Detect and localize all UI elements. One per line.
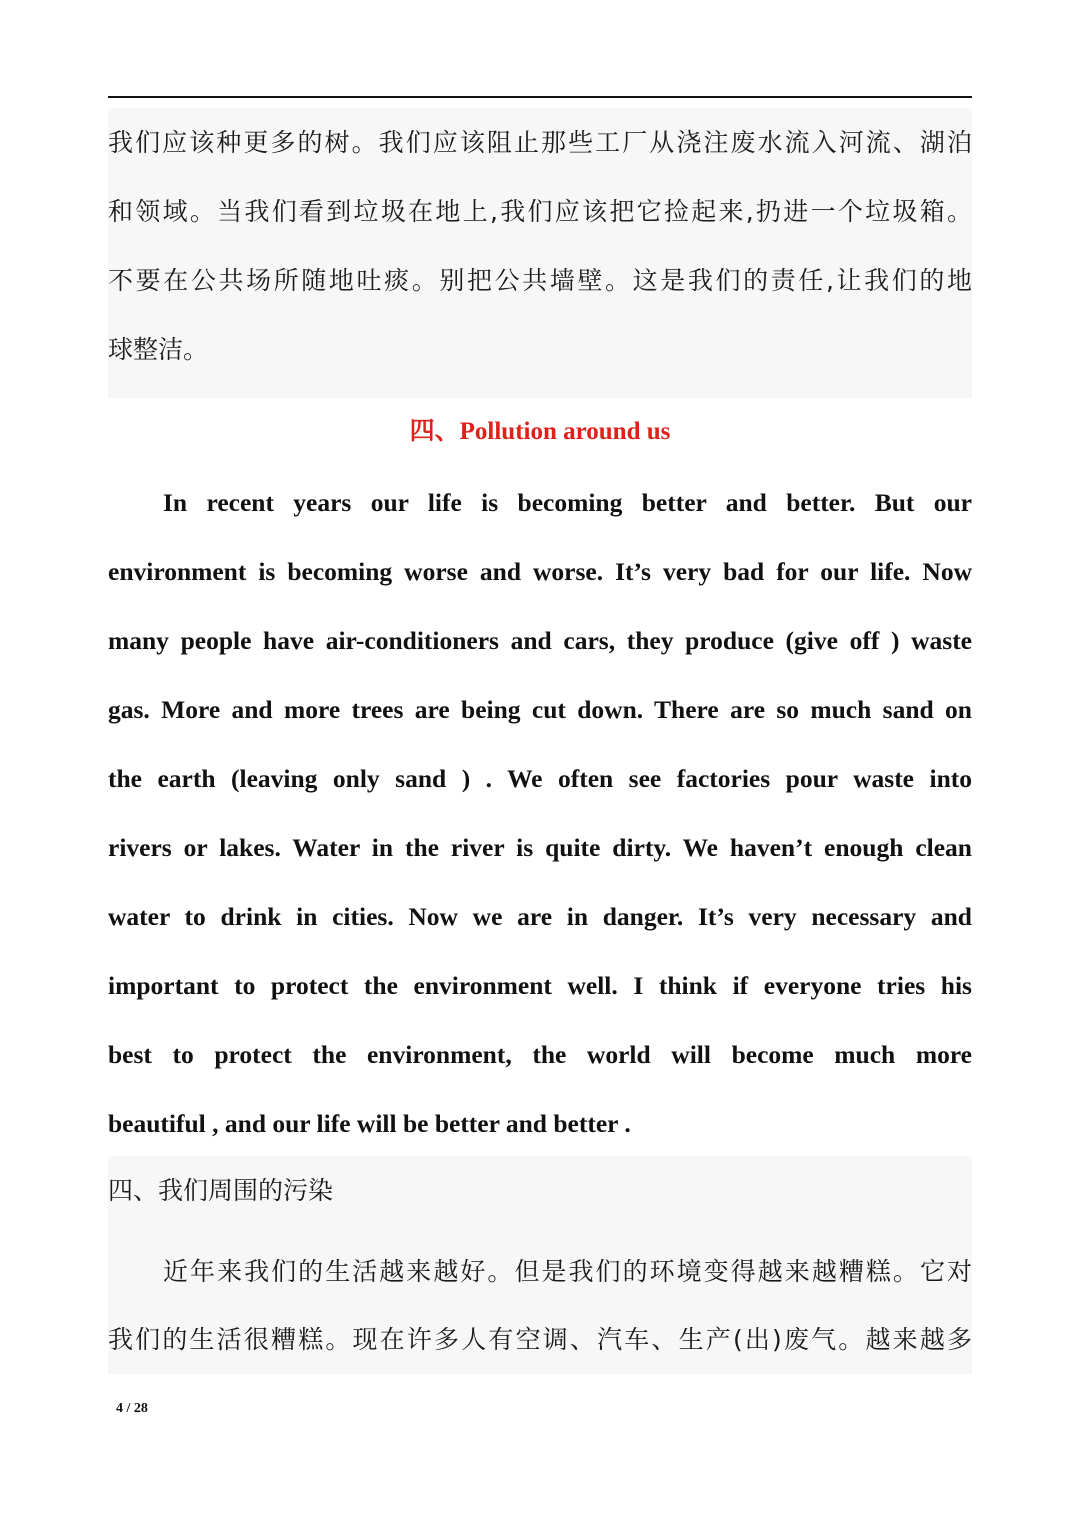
text-line: rivers or lakes. Water in the river is quite dirty. We haven’t enough clean	[108, 833, 972, 862]
text-line: beautiful , and our life will be better and better .	[108, 1109, 631, 1138]
text-line: environment is becoming worse and worse. It’s very bad for our life. Now	[108, 557, 972, 586]
section-heading: 四、Pollution around us	[409, 418, 671, 445]
translation-title: 四、我们周围的污染	[108, 1176, 334, 1205]
text-line: 和领域。当我们看到垃圾在地上,我们应该把它捡起来,扔进一个垃圾箱。	[108, 197, 972, 226]
text-line: 我们应该种更多的树。我们应该阻止那些工厂从浇注废水流入河流、湖泊	[108, 128, 972, 157]
chinese-translation	[108, 1156, 972, 1374]
text-line: best to protect the environment, the world will become much more	[108, 1040, 972, 1069]
text-line: water to drink in cities. Now we are in danger. It’s very necessary and	[108, 902, 972, 931]
header-rule	[108, 96, 972, 98]
english-essay	[108, 468, 972, 1158]
text-line: gas. More and more trees are being cut down. There are so much sand on	[108, 695, 972, 724]
text-line: the earth (leaving only sand ) . We often see factories pour waste into	[108, 764, 972, 793]
text-line: 球整洁。	[108, 335, 209, 364]
text-line: 我们的生活很糟糕。现在许多人有空调、汽车、生产(出)废气。越来越多	[108, 1325, 972, 1354]
chinese-paragraph-top	[108, 108, 972, 398]
text-line: 近年来我们的生活越来越好。但是我们的环境变得越来越糟糕。它对	[163, 1257, 972, 1286]
text-line: In recent years our life is becoming better and better. But our	[163, 488, 972, 517]
page-number: 4 / 28	[116, 1401, 148, 1416]
text-line: important to protect the environment well. I think if everyone tries his	[108, 971, 972, 1000]
text-line: 不要在公共场所随地吐痰。别把公共墙壁。这是我们的责任,让我们的地	[108, 266, 972, 295]
text-line: many people have air-conditioners and cars, they produce (give off ) waste	[108, 626, 972, 655]
